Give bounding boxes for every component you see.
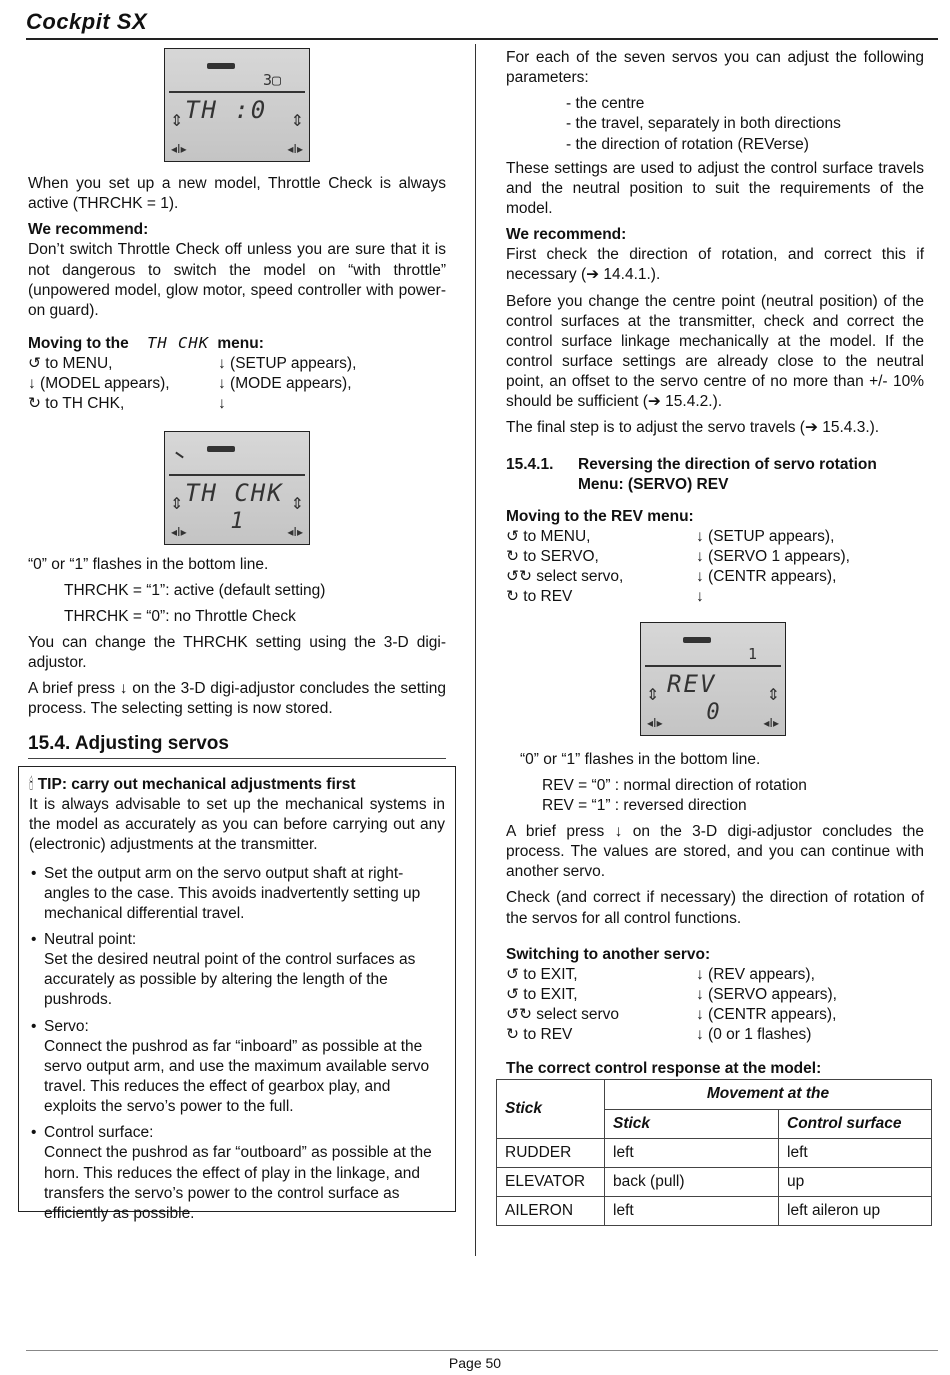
menu-step: ↺ to EXIT, bbox=[506, 985, 578, 1003]
menu-navigation bbox=[28, 354, 446, 414]
recommend-heading: We recommend: bbox=[28, 221, 149, 239]
tick-icon bbox=[175, 451, 184, 458]
menu-step: ↻ to SERVO, bbox=[506, 548, 599, 566]
tip-item-head: • Servo: bbox=[44, 1017, 89, 1035]
table-header-row bbox=[497, 1080, 932, 1109]
trim-right-icon: ⇕ bbox=[766, 684, 780, 704]
menu-step: ↻ to TH CHK, bbox=[28, 395, 125, 413]
plane-icon bbox=[683, 637, 711, 643]
trim-left-icon: ⇕ bbox=[646, 684, 660, 704]
table-heading: The correct control response at the model: bbox=[506, 1060, 822, 1078]
lcd-separator bbox=[169, 474, 305, 476]
menu-step: ↓ (CENTR appears), bbox=[696, 568, 837, 586]
recommend-heading: We recommend: bbox=[506, 226, 627, 244]
menu-step: ↺ to EXIT, bbox=[506, 965, 578, 983]
table-row bbox=[497, 1138, 932, 1167]
footer-divider bbox=[26, 1350, 938, 1351]
moving-label: Moving to the bbox=[28, 334, 129, 352]
plane-icon bbox=[207, 63, 235, 69]
paragraph: Check (and correct if necessary) the direction of rotation of the servos for all control functions. bbox=[506, 889, 924, 927]
page-number: Page 50 bbox=[448, 1355, 502, 1371]
trim-bottom-left-icon: ◂I▸ bbox=[647, 715, 663, 730]
switch-navigation bbox=[506, 965, 924, 1046]
rev-settings bbox=[506, 776, 924, 816]
lcd-top-value: 1 bbox=[747, 644, 757, 663]
control-response-table bbox=[496, 1079, 932, 1226]
table-cell: left bbox=[779, 1138, 932, 1167]
tip-item-text: • Set the output arm on the servo output shaft at right-angles to the case. This avoids inadvertently setting up mechanical differential travel. bbox=[44, 864, 421, 922]
tip-item bbox=[29, 1123, 445, 1224]
page-header bbox=[26, 8, 938, 40]
table-cell: left aileron up bbox=[779, 1197, 932, 1226]
subsection-heading bbox=[506, 455, 924, 495]
tip-item bbox=[29, 930, 445, 1011]
thrchk-setting: THRCHK = “1”: active (default setting) bbox=[64, 581, 326, 599]
tip-item-body: Connect the pushrod as far “inboard” as possible at the servo output arm, and use the maximum available servo travel. This reduces the effect of gearbox play, and exploits the servo’s power to the full. bbox=[44, 1037, 430, 1116]
menu-step: ↻ to REV bbox=[506, 1026, 573, 1044]
tip-list bbox=[29, 864, 445, 1224]
table-cell: RUDDER bbox=[497, 1138, 605, 1167]
rev-setting: REV = “1” : reversed direction bbox=[542, 796, 747, 814]
paragraph: For each of the seven servos you can adjust the following parameters: bbox=[506, 49, 924, 87]
table-row bbox=[497, 1197, 932, 1226]
tip-item bbox=[29, 1017, 445, 1118]
trim-bottom-left-icon: ◂I▸ bbox=[171, 142, 187, 157]
tip-title bbox=[29, 775, 445, 795]
table-cell: left bbox=[605, 1138, 779, 1167]
menu-step: ↓ (CENTR appears), bbox=[696, 1006, 837, 1024]
lcd-main-text: TH :0 bbox=[185, 96, 268, 124]
subsection-menu: Menu: (SERVO) REV bbox=[578, 475, 729, 493]
paragraph: The final step is to adjust the servo travels (➔ 15.4.3.). bbox=[506, 419, 880, 437]
param-item: - the direction of rotation (REVerse) bbox=[566, 135, 809, 153]
tip-title-text: TIP: carry out mechanical adjustments first bbox=[37, 776, 356, 793]
menu-step: ↓ (REV appears), bbox=[696, 965, 815, 983]
lcd-main-text: REV bbox=[667, 669, 717, 698]
menu-step: ↓ (MODE appears), bbox=[218, 375, 352, 393]
menu-step: ↓ (SERVO appears), bbox=[696, 985, 837, 1003]
candle-icon: 🕯 bbox=[29, 776, 38, 793]
left-column bbox=[28, 48, 446, 763]
menu-step: ↓ (MODEL appears), bbox=[28, 375, 170, 393]
lcd-display-thchk bbox=[164, 431, 310, 545]
subsection-title: Reversing the direction of servo rotation bbox=[578, 455, 877, 473]
lcd-display-thrchk-main bbox=[164, 48, 310, 162]
thrchk-setting: THRCHK = “0”: no Throttle Check bbox=[64, 607, 296, 625]
table-header-cell: Control surface bbox=[779, 1109, 932, 1138]
trim-right-icon: ⇕ bbox=[290, 493, 304, 513]
paragraph: “0” or “1” flashes in the bottom line. bbox=[28, 555, 269, 573]
lcd-separator bbox=[169, 91, 305, 93]
table-header-cell: Movement at the bbox=[605, 1080, 932, 1109]
menu-step: ↺ to MENU, bbox=[28, 355, 113, 373]
rev-setting: REV = “0” : normal direction of rotation bbox=[542, 776, 807, 794]
menu-step: ↓ (SERVO 1 appears), bbox=[696, 548, 850, 566]
table-header-cell: Stick bbox=[497, 1080, 605, 1138]
tip-intro: It is always advisable to set up the mechanical systems in the model as accurately as you can before carrying out any (electronic) adjustments at the transmitter. bbox=[29, 796, 445, 854]
lcd-top-value: 3▢ bbox=[262, 71, 281, 89]
table-cell: up bbox=[779, 1167, 932, 1196]
menu-step: ↻ to REV bbox=[506, 588, 573, 606]
column-divider bbox=[475, 44, 476, 1256]
table-row bbox=[497, 1167, 932, 1196]
menu-step: ↺ to MENU, bbox=[506, 527, 591, 545]
trim-left-icon: ⇕ bbox=[170, 493, 184, 513]
menu-step: ↓ bbox=[218, 395, 226, 413]
subsection-title-block bbox=[578, 455, 924, 495]
menu-name: TH CHK bbox=[147, 333, 210, 352]
right-column bbox=[506, 48, 924, 1226]
paragraph: A brief press ↓ on the 3-D digi-adjustor concludes the setting process. The selecting setting is now stored. bbox=[28, 680, 446, 718]
moving-tail: menu: bbox=[217, 334, 264, 352]
table-cell: AILERON bbox=[497, 1197, 605, 1226]
tip-box bbox=[18, 766, 456, 1222]
menu-navigation bbox=[506, 527, 924, 608]
paragraph: “0” or “1” flashes in the bottom line. bbox=[520, 750, 761, 768]
menu-step: ↺↻ select servo, bbox=[506, 568, 624, 586]
menu-step: ↓ (0 or 1 flashes) bbox=[696, 1026, 812, 1044]
trim-bottom-left-icon: ◂I▸ bbox=[171, 524, 187, 539]
trim-bottom-right-icon: ◂I▸ bbox=[763, 715, 779, 730]
moving-heading: Moving to the REV menu: bbox=[506, 507, 694, 525]
lcd-display-rev bbox=[640, 622, 786, 736]
plane-icon bbox=[207, 446, 235, 452]
paragraph: When you set up a new model, Throttle Check is always active (THRCHK = 1). bbox=[28, 175, 446, 213]
param-item: - the centre bbox=[566, 95, 645, 113]
table-cell: left bbox=[605, 1197, 779, 1226]
switch-heading: Switching to another servo: bbox=[506, 945, 711, 963]
paragraph: Don’t switch Throttle Check off unless you are sure that it is not dangerous to switch the model on “with throttle” (unpowered model, glow motor, speed controller with power-on guard). bbox=[28, 241, 446, 319]
param-item: - the travel, separately in both directions bbox=[566, 115, 841, 133]
tip-item-body: Set the desired neutral point of the control surfaces as accurately as possible by altering the length of the pushrods. bbox=[44, 951, 416, 1009]
trim-bottom-right-icon: ◂I▸ bbox=[287, 142, 303, 157]
menu-step: ↺↻ select servo bbox=[506, 1006, 619, 1024]
param-list bbox=[506, 94, 924, 154]
lcd-sub-text: 1 bbox=[230, 508, 244, 534]
header-title: Cockpit SX bbox=[26, 9, 148, 34]
lcd-sub-text: 0 bbox=[706, 699, 720, 725]
lcd-separator bbox=[645, 665, 781, 667]
trim-left-icon: ⇕ bbox=[170, 111, 184, 130]
tip-item bbox=[29, 864, 445, 924]
moving-heading bbox=[28, 333, 446, 354]
paragraph: First check the direction of rotation, and correct this if necessary (➔ 14.4.1.). bbox=[506, 246, 924, 284]
paragraph: A brief press ↓ on the 3-D digi-adjustor concludes the process. The values are stored, and you can continue with another servo. bbox=[506, 822, 924, 881]
menu-step: ↓ (SETUP appears), bbox=[218, 355, 357, 373]
tip-item-head: • Control surface: bbox=[44, 1124, 154, 1142]
menu-step: ↓ (SETUP appears), bbox=[696, 527, 835, 545]
trim-bottom-right-icon: ◂I▸ bbox=[287, 524, 303, 539]
lcd-main-text: TH CHK bbox=[185, 478, 284, 507]
table-header-cell: Stick bbox=[605, 1109, 779, 1138]
trim-right-icon: ⇕ bbox=[290, 111, 304, 130]
section-heading: 15.4. Adjusting servos bbox=[28, 732, 446, 760]
paragraph: You can change the THRCHK setting using the 3-D digi-adjustor. bbox=[28, 633, 446, 672]
tip-item-head: • Neutral point: bbox=[44, 930, 137, 948]
tip-item-body: Connect the pushrod as far “outboard” as possible at the horn. This reduces the effect of play in the linkage, and transfers the servo’s power to the control surface as efficiently as possible. bbox=[44, 1144, 432, 1222]
paragraph: Before you change the centre point (neutral position) of the control surfaces at the transmitter, check and correct the control surface linkage mechanically at the model. If the control surface settings are already close to the neutral point, an offset to the servo centre of no more than +/- 10% should be sufficient (➔ 15.4.2.). bbox=[506, 292, 924, 411]
subsection-number: 15.4.1. bbox=[506, 455, 554, 473]
menu-step: ↓ bbox=[696, 588, 704, 606]
paragraph: These settings are used to adjust the control surface travels and the neutral position to suit the requirements of the model. bbox=[506, 159, 924, 217]
table-cell: ELEVATOR bbox=[497, 1167, 605, 1196]
table-cell: back (pull) bbox=[605, 1167, 779, 1196]
